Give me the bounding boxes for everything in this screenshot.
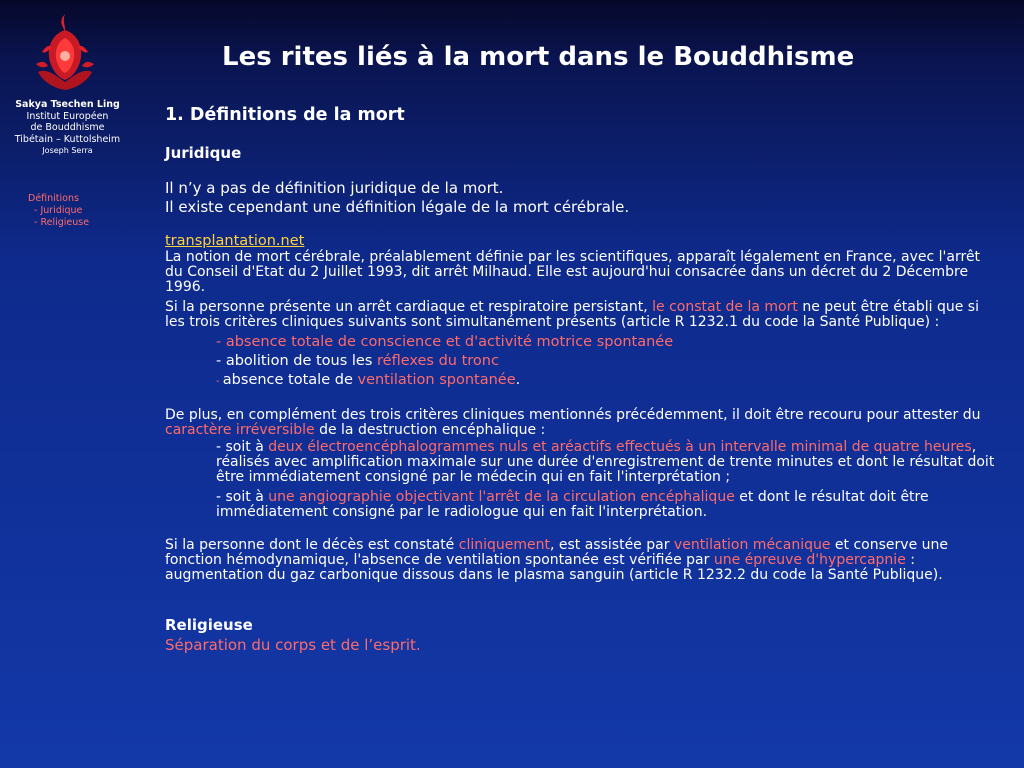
criterion-3: - absence totale de ventilation spontanée. (216, 372, 521, 388)
source-link[interactable]: transplantation.net (165, 233, 305, 249)
section-heading: 1. Définitions de la mort (165, 105, 405, 125)
bullet-eeg: - soit à deux électroencéphalogrammes nuls et aréactifs effectués à un intervalle minimal de quatre heures, réalisés avec amplification maximale sur une durée d'enregistrement de trente minutes et dont le résultat doit être immédiatement consigné par le médecin qui en fait l'interprétation ; (216, 439, 995, 485)
sidebar (0, 0, 135, 768)
statement-2: Il existe cependant une définition légale de la mort cérébrale. (165, 198, 630, 216)
religieuse-text: Séparation du corps et de l’esprit. (165, 636, 421, 654)
slide-title: Les rites liés à la mort dans le Bouddhisme (222, 42, 855, 72)
outline-item-religieuse[interactable]: - Religieuse (34, 217, 90, 228)
criterion-2: - abolition de tous les réflexes du tronc (216, 353, 499, 369)
slide-content (165, 104, 995, 655)
paragraph-constat: Si la personne présente un arrêt cardiaque et respiratoire persistant, le constat de la mort ne peut être établi que si les trois critères cliniques suivants sont simultanément présents (article R 1232.1 du code la Santé Publique) : (165, 299, 979, 330)
org-author: Joseph Serra (42, 146, 93, 155)
criterion-1: - absence totale de conscience et d'activité motrice spontanée (216, 334, 674, 350)
outline-item-definitions[interactable]: Définitions (28, 193, 79, 204)
criteria-list (165, 333, 995, 391)
org-line-3: Tibétain – Kuttolsheim (14, 133, 121, 145)
outline-item-juridique[interactable]: - Juridique (34, 205, 83, 216)
subsection-religieuse: Religieuse (165, 616, 253, 634)
slide-outline (28, 193, 89, 229)
org-line-2: de Bouddhisme (30, 122, 105, 133)
org-name: Sakya Tsechen Ling (15, 99, 120, 110)
statement-1: Il n’y a pas de définition juridique de la mort. (165, 179, 504, 197)
highlight-constat: le constat de la mort (652, 299, 798, 315)
sakya-logo-icon (32, 12, 98, 92)
org-line-1: Institut Européen (26, 110, 109, 122)
organization-info (0, 99, 135, 157)
subsection-juridique: Juridique (165, 144, 242, 162)
paragraph-notion: La notion de mort cérébrale, préalablement définie par les scientifiques, apparaît légalement en France, avec l'arrêt du Conseil d'Etat du 2 Juillet 1993, dit arrêt Milhaud. Elle est aujourd'hui consacrée dans un décret du 2 Décembre 1996. (165, 249, 981, 295)
paragraph-hypercapnie: Si la personne dont le décès est constaté cliniquement, est assistée par ventilation mécanique et conserve une fonction hémodynamique, l'absence de ventilation spontanée est vérifiée par une épreuve d'hypercapnie : augmentation du gaz carbonique dissous dans le plasma sanguin (article R 1232.2 du code la Santé Publique). (165, 537, 948, 583)
paragraph-complement: De plus, en complément des trois critères cliniques mentionnés précédemment, il doit être recouru pour attester du caractère irréversible de la destruction encéphalique : (165, 407, 981, 438)
bullet-angiographie: - soit à une angiographie objectivant l'arrêt de la circulation encéphalique et dont le résultat doit être immédiatement consigné par le radiologue qui en fait l'interprétation. (216, 489, 929, 520)
